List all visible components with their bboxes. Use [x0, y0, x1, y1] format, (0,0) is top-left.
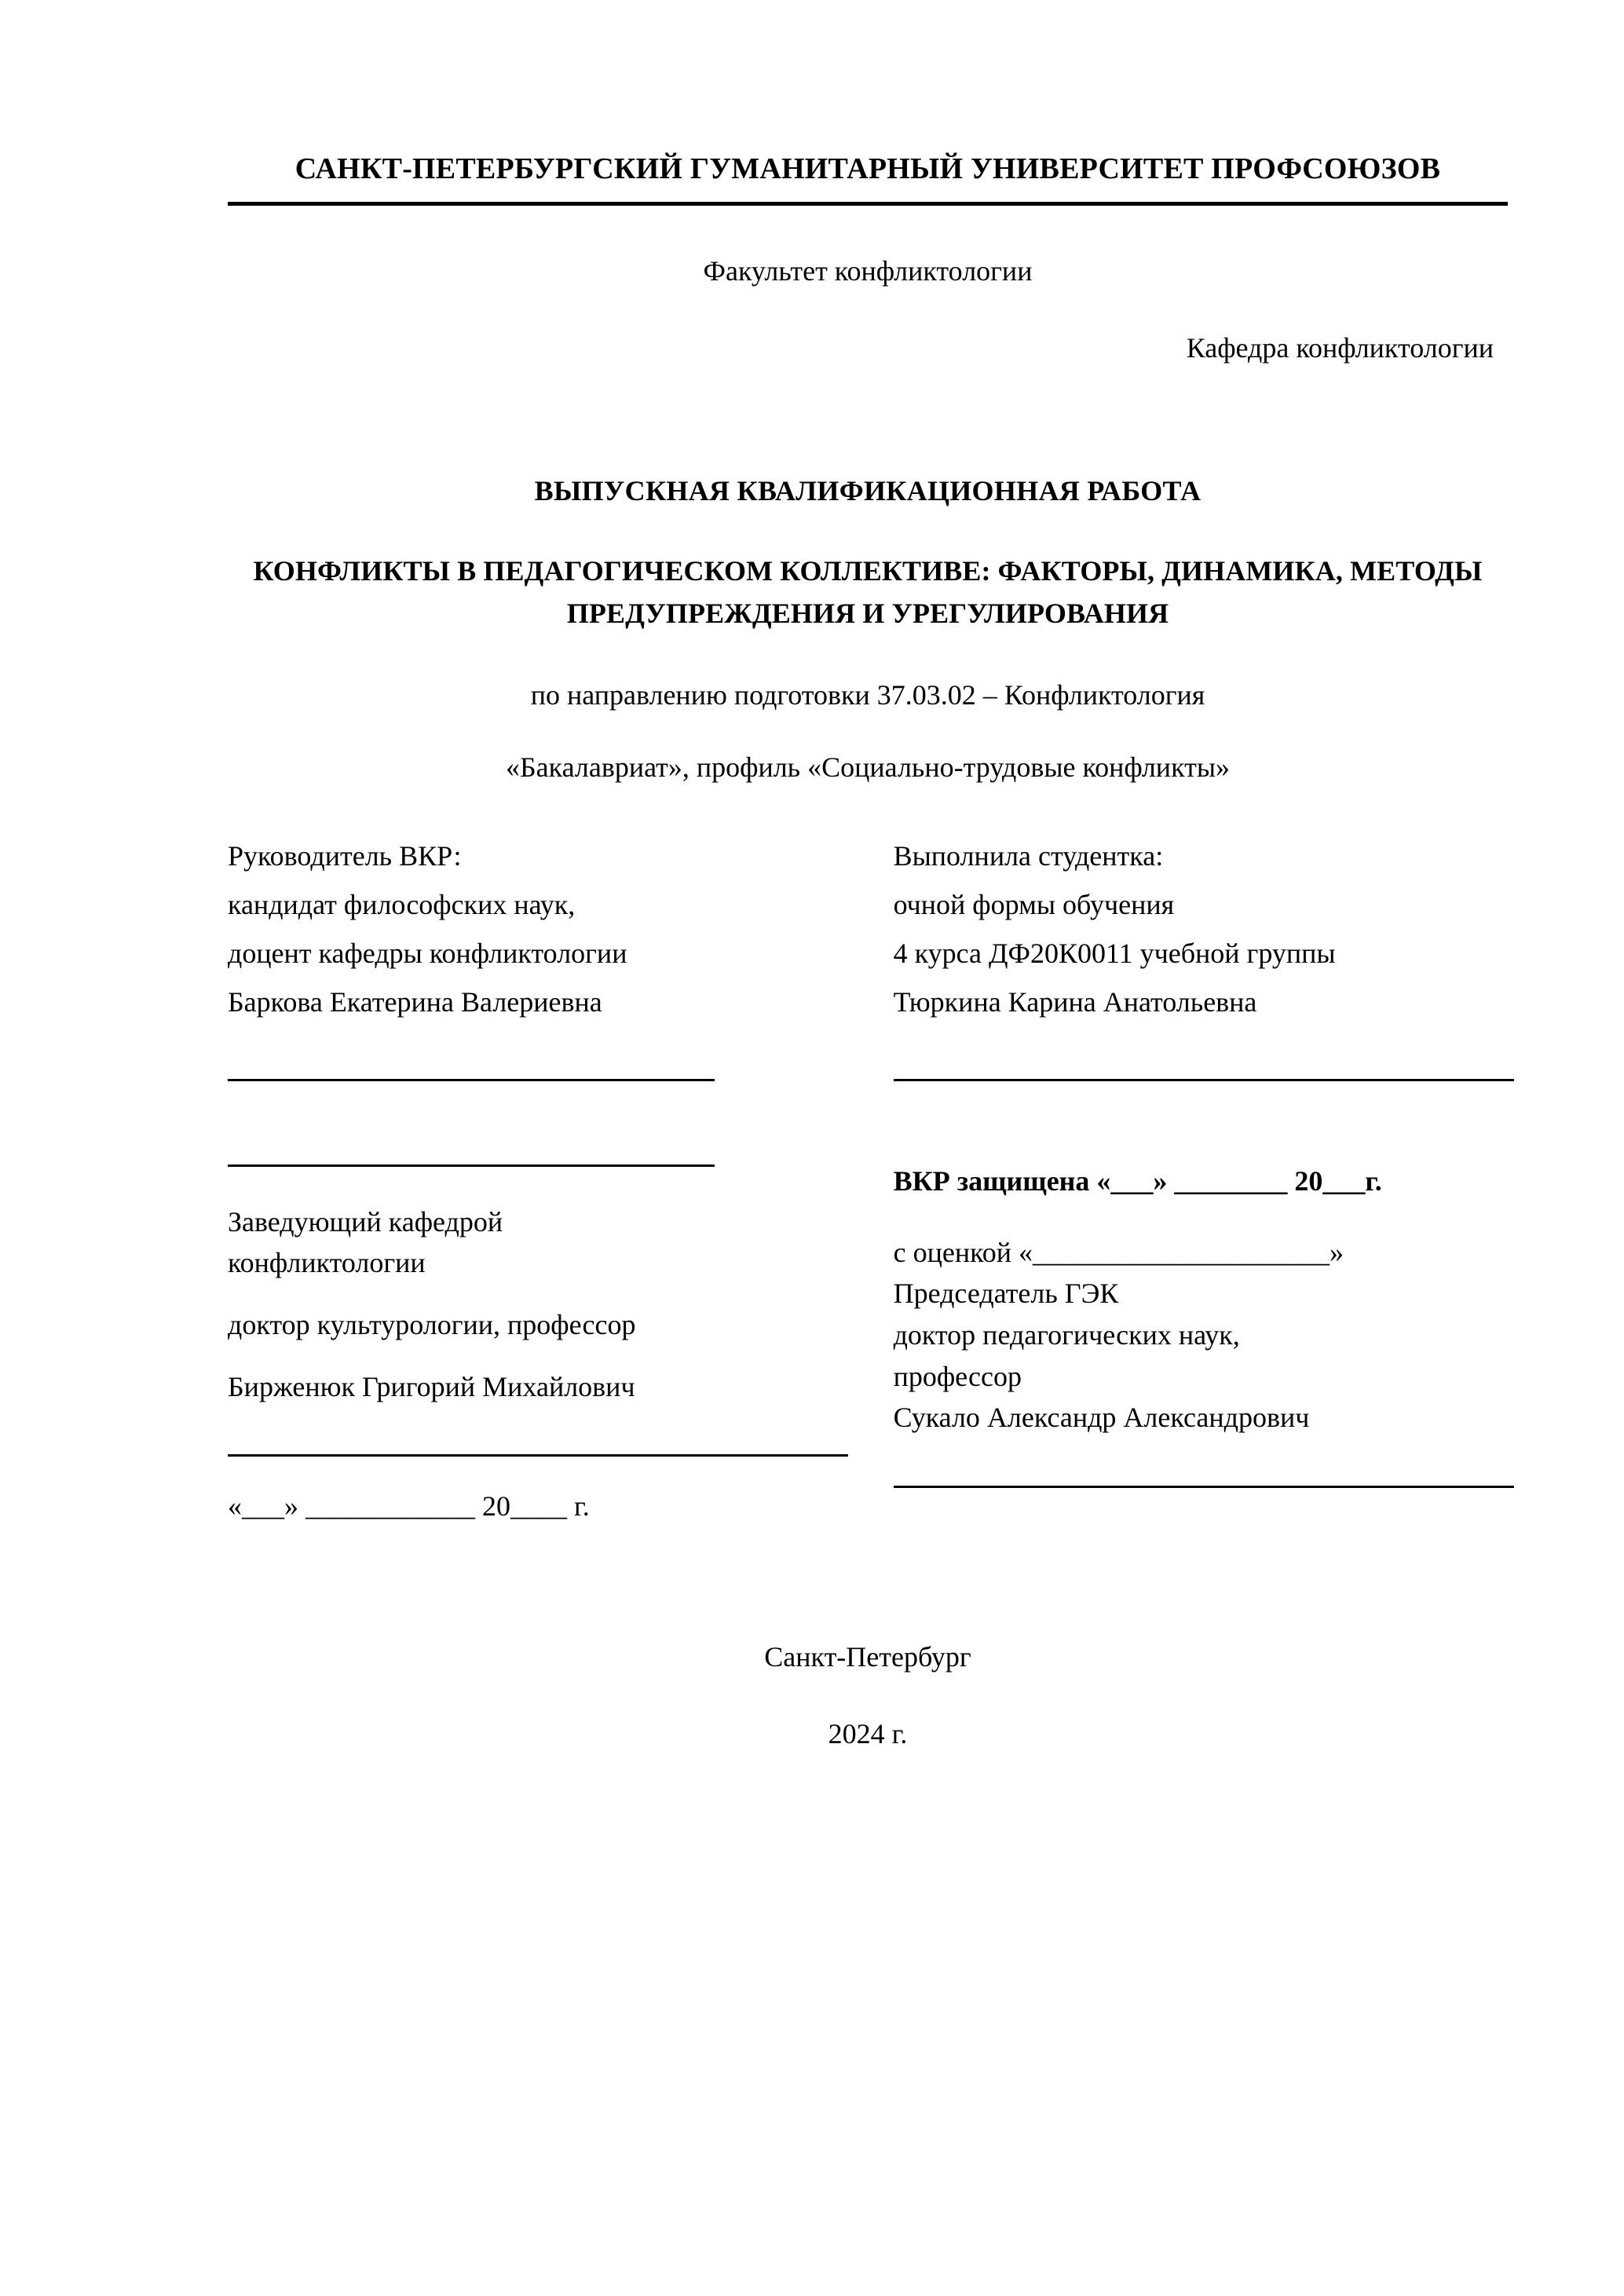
head-signature-line-bottom	[228, 1454, 848, 1457]
direction-of-study: по направлению подготовки 37.03.02 – Конфликтология	[530, 679, 1205, 711]
department-name: Кафедра конфликтологии	[1186, 332, 1494, 364]
head-degree: доктор культурологии, профессор	[228, 1309, 636, 1341]
student-group: 4 курса ДФ20К0011 учебной группы	[893, 938, 1336, 970]
student-name: Тюркина Карина Анатольевна	[893, 986, 1257, 1018]
chairman-label: Председатель ГЭК	[893, 1278, 1119, 1310]
work-type-label: ВЫПУСКНАЯ КВАЛИФИКАЦИОННАЯ РАБОТА	[534, 475, 1202, 507]
chairman-signature-line	[894, 1486, 1514, 1488]
program-profile: «Бакалавриат», профиль «Социально-трудовые конфликты»	[505, 751, 1231, 784]
university-name: САНКТ-ПЕТЕРБУРГСКИЙ ГУМАНИТАРНЫЙ УНИВЕРСИТЕТ ПРОФСОЮЗОВ	[294, 152, 1441, 185]
chairman-degree-line1: доктор педагогических наук,	[893, 1319, 1240, 1351]
student-block	[894, 832, 1508, 1081]
student-signature-line	[894, 1079, 1514, 1081]
supervisor-name: Баркова Екатерина Валериевна	[228, 986, 602, 1018]
header-divider	[228, 202, 1508, 206]
year-label: 2024 г.	[828, 1718, 908, 1750]
student-form: очной формы обучения	[893, 889, 1175, 921]
city-label: Санкт-Петербург	[764, 1641, 971, 1673]
faculty-name: Факультет конфликтологии	[703, 255, 1033, 287]
date-placeholder: «___» ____________ 20____ г.	[228, 1490, 590, 1523]
signatories-bottom	[228, 1164, 1508, 1523]
page-title: КОНФЛИКТЫ В ПЕДАГОГИЧЕСКОМ КОЛЛЕКТИВЕ: ФАКТОРЫ, ДИНАМИКА, МЕТОДЫ ПРЕДУПРЕЖДЕНИЯ И УРЕГУЛИРОВАНИЯ	[253, 555, 1483, 630]
supervisor-position: доцент кафедры конфликтологии	[228, 938, 627, 970]
head-position-line1: Заведующий кафедрой	[228, 1205, 503, 1238]
page-content	[228, 149, 1508, 1750]
defense-block	[894, 1164, 1508, 1523]
supervisor-degree: кандидат философских наук,	[228, 889, 576, 921]
head-of-department-block	[228, 1164, 894, 1523]
supervisor-signature-line	[228, 1079, 715, 1081]
head-position-line2: конфликтологии	[228, 1247, 426, 1279]
chairman-degree-line2: профессор	[893, 1360, 1022, 1392]
signatories-top	[228, 832, 1508, 1081]
defense-grade: с оценкой «_____________________»	[893, 1236, 1344, 1268]
supervisor-label: Руководитель ВКР:	[228, 840, 462, 872]
chairman-name: Сукало Александр Александрович	[893, 1402, 1310, 1434]
supervisor-block	[228, 832, 894, 1081]
defense-title: ВКР защищена «___» ________ 20___г.	[893, 1164, 1382, 1197]
student-label: Выполнила студентка:	[893, 840, 1164, 872]
head-name: Бирженюк Григорий Михайлович	[228, 1370, 635, 1402]
